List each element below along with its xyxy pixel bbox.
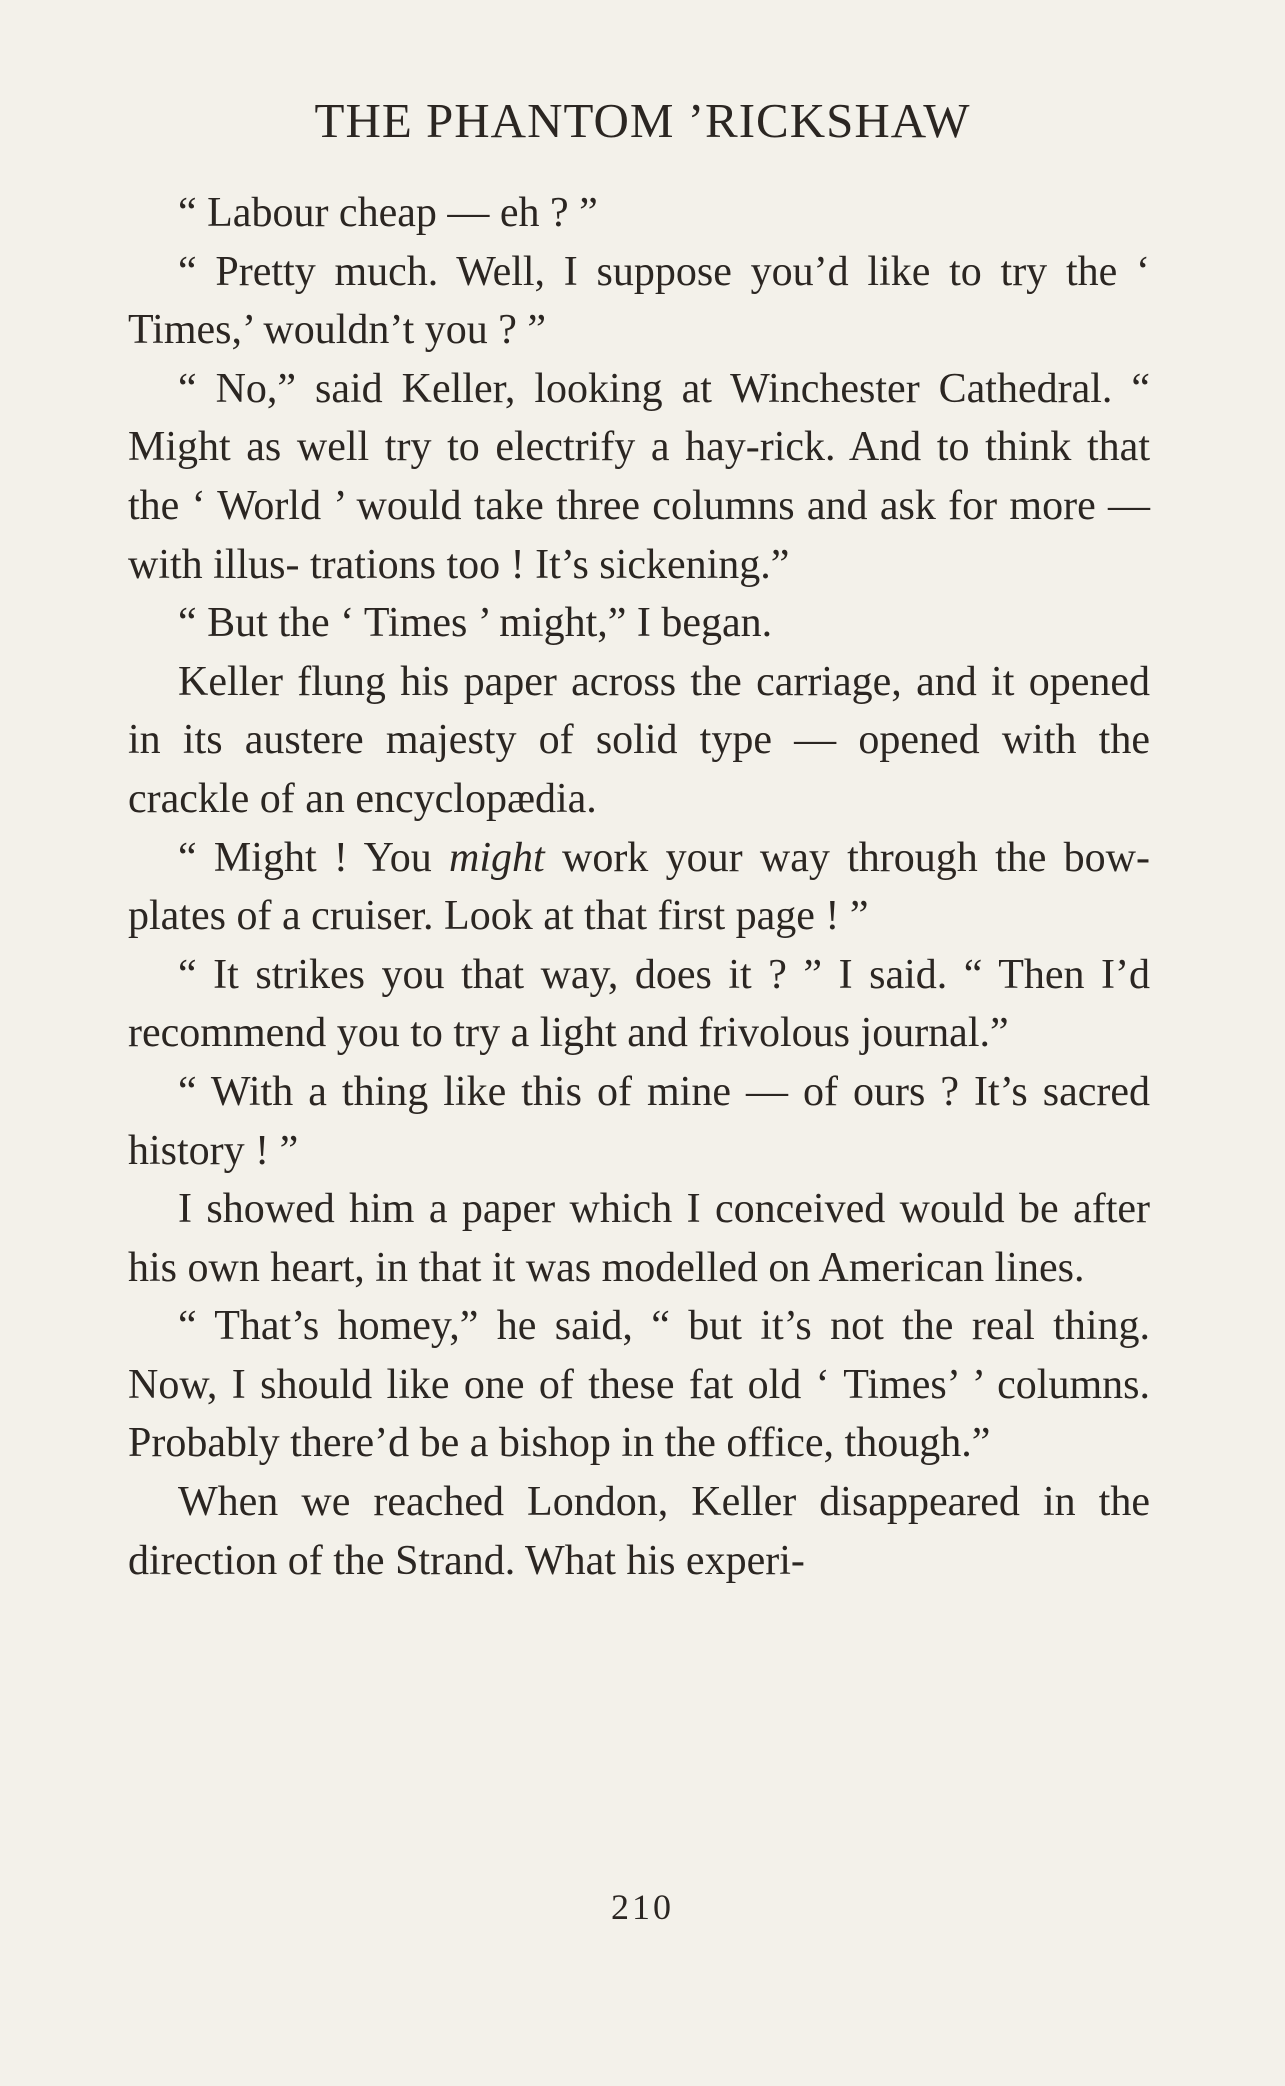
paragraph: When we reached London, Keller disappeared in the direction of the Strand. What his experi- (128, 1479, 1150, 1584)
paragraph-text: work your way through the bow-plates of a cruiser. Look at that first page ! ” (128, 834, 1150, 940)
page-number: 210 (611, 1887, 674, 1927)
body-text (128, 184, 1150, 1590)
paragraph: “ It strikes you that way, does it ? ” I said. “ Then I’d recommend you to try a light and frivolous journal.” (128, 951, 1150, 1057)
paragraph-text: “ Might ! You (178, 834, 450, 881)
paragraph: “ That’s homey,” he said, “ but it’s not the real thing. Now, I should like one of these fat old ‘ Times’ ’ columns. Probably there’d be a bishop in the office, though.” (128, 1303, 1150, 1467)
paragraph: “ Labour cheap — eh ? ” (178, 190, 598, 236)
running-head: THE PHANTOM ’RICKSHAW (314, 93, 971, 148)
paragraph: “ With a thing like this of mine — of ours ? It’s sacred history ! ” (128, 1068, 1150, 1174)
emphasized-word: might (449, 834, 545, 881)
paragraph: “ No,” said Keller, looking at Winchester Cathedral. “ Might as well try to electrify a hay-rick. And to think that the ‘ World ’ would take three columns and ask for more — with illus- trations too ! It’s sickening.” (128, 365, 1150, 588)
paragraph: Keller flung his paper across the carriage, and it opened in its austere majesty of solid type — opened with the crackle of an encyclopædia. (128, 658, 1150, 822)
paragraph: “ Pretty much. Well, I suppose you’d like to try the ‘ Times,’ wouldn’t you ? ” (128, 248, 1150, 354)
paragraph (128, 829, 1150, 946)
paragraph: I showed him a paper which I conceived would be after his own heart, in that it was modelled on American lines. (128, 1186, 1150, 1291)
paragraph: “ But the ‘ Times ’ might,” I began. (178, 600, 773, 647)
